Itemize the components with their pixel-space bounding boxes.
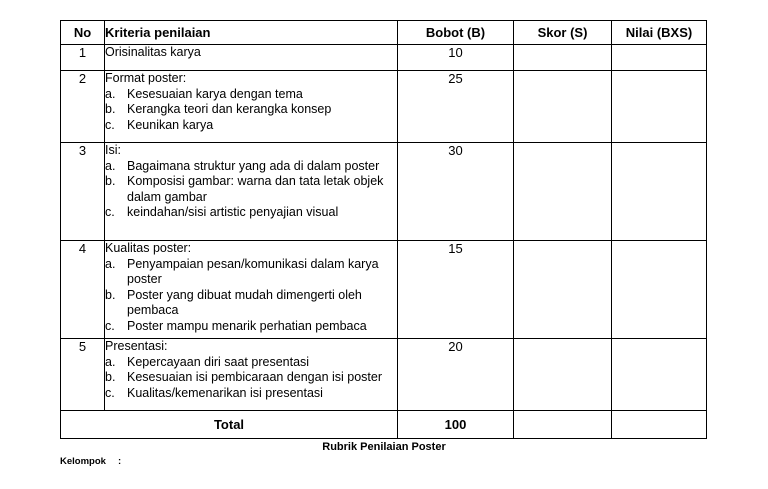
row-number: 2 xyxy=(61,71,105,143)
total-row xyxy=(61,411,707,439)
header-nilai: Nilai (BXS) xyxy=(612,21,707,45)
subitem-text: Komposisi gambar: warna dan tata letak objek dalam gambar xyxy=(127,174,384,204)
subitem-letter: c. xyxy=(105,205,115,219)
subitem-letter: a. xyxy=(105,354,116,369)
row-number: 1 xyxy=(61,45,105,71)
skor-cell xyxy=(514,143,612,241)
kelompok-label: Kelompok xyxy=(60,456,106,467)
table-caption: Rubrik Penilaian Poster xyxy=(322,441,446,453)
header-no: No xyxy=(61,21,105,45)
criteria-title: Kualitas poster: xyxy=(105,241,192,255)
table-header-row xyxy=(61,21,707,45)
kelompok-line xyxy=(60,456,121,467)
subitem-letter: a. xyxy=(105,86,116,101)
subitem-text: Poster mampu menarik perhatian pembaca xyxy=(127,318,367,333)
criteria-subitem xyxy=(105,288,397,319)
criteria-title: Isi: xyxy=(105,143,121,157)
rubric-table xyxy=(60,20,707,439)
subitem-letter: c. xyxy=(105,318,115,333)
criteria-cell xyxy=(105,45,398,71)
criteria-title: Presentasi: xyxy=(105,339,168,353)
total-value: 100 xyxy=(398,411,514,439)
criteria-subitem xyxy=(105,118,397,134)
header-skor: Skor (S) xyxy=(514,21,612,45)
total-skor-cell xyxy=(514,411,612,439)
bobot-value: 20 xyxy=(398,339,514,411)
criteria-title: Format poster: xyxy=(105,71,187,85)
table-row xyxy=(61,241,707,339)
subitem-letter: b. xyxy=(105,174,116,188)
criteria-title: Orisinalitas karya xyxy=(105,45,201,59)
bobot-value: 10 xyxy=(398,45,514,71)
subitem-text: Kesesuaian karya dengan tema xyxy=(127,86,303,101)
criteria-subitem xyxy=(105,205,397,221)
subitem-text: Kepercayaan diri saat presentasi xyxy=(127,354,310,369)
criteria-cell xyxy=(105,71,398,143)
subitem-text: Poster yang dibuat mudah dimengerti oleh pembaca xyxy=(127,287,362,317)
skor-cell xyxy=(514,45,612,71)
subitem-letter: a. xyxy=(105,158,116,173)
subitem-text: Kesesuaian isi pembicaraan dengan isi poster xyxy=(127,370,383,384)
table-row xyxy=(61,143,707,241)
total-nilai-cell xyxy=(612,411,707,439)
subitem-text: keindahan/sisi artistic penyajian visual xyxy=(127,205,339,219)
table-row xyxy=(61,71,707,143)
criteria-subitem xyxy=(105,319,397,335)
nilai-cell xyxy=(612,339,707,411)
criteria-subitem xyxy=(105,87,397,103)
nilai-cell xyxy=(612,71,707,143)
subitem-letter: b. xyxy=(105,287,116,302)
nilai-cell xyxy=(612,143,707,241)
row-number: 3 xyxy=(61,143,105,241)
subitem-letter: a. xyxy=(105,256,116,271)
criteria-subitem xyxy=(105,370,397,386)
criteria-subitem xyxy=(105,159,397,175)
row-number: 4 xyxy=(61,241,105,339)
criteria-cell xyxy=(105,339,398,411)
criteria-subitem xyxy=(105,102,397,118)
bobot-value: 25 xyxy=(398,71,514,143)
subitem-text: Kerangka teori dan kerangka konsep xyxy=(127,102,332,116)
criteria-subitem xyxy=(105,257,397,288)
skor-cell xyxy=(514,71,612,143)
row-number: 5 xyxy=(61,339,105,411)
subitem-letter: c. xyxy=(105,117,115,132)
criteria-cell xyxy=(105,241,398,339)
subitem-text: Bagaimana struktur yang ada di dalam poster xyxy=(127,158,380,173)
skor-cell xyxy=(514,241,612,339)
nilai-cell xyxy=(612,241,707,339)
criteria-subitem xyxy=(105,386,397,402)
criteria-subitem xyxy=(105,174,397,205)
subitem-letter: b. xyxy=(105,370,116,384)
criteria-subitem xyxy=(105,355,397,371)
subitem-letter: c. xyxy=(105,385,115,400)
criteria-cell xyxy=(105,143,398,241)
header-bobot: Bobot (B) xyxy=(398,21,514,45)
bobot-value: 15 xyxy=(398,241,514,339)
subitem-text: Kualitas/kemenarikan isi presentasi xyxy=(127,385,323,400)
kelompok-colon: : xyxy=(117,456,122,467)
skor-cell xyxy=(514,339,612,411)
rubric-body xyxy=(61,45,707,411)
subitem-text: Penyampaian pesan/komunikasi dalam karya poster xyxy=(127,256,379,286)
subitem-letter: b. xyxy=(105,102,116,116)
subitem-text: Keunikan karya xyxy=(127,117,214,132)
header-kriteria: Kriteria penilaian xyxy=(105,21,398,45)
table-row xyxy=(61,339,707,411)
nilai-cell xyxy=(612,45,707,71)
bobot-value: 30 xyxy=(398,143,514,241)
table-row xyxy=(61,45,707,71)
total-label: Total xyxy=(61,411,398,439)
